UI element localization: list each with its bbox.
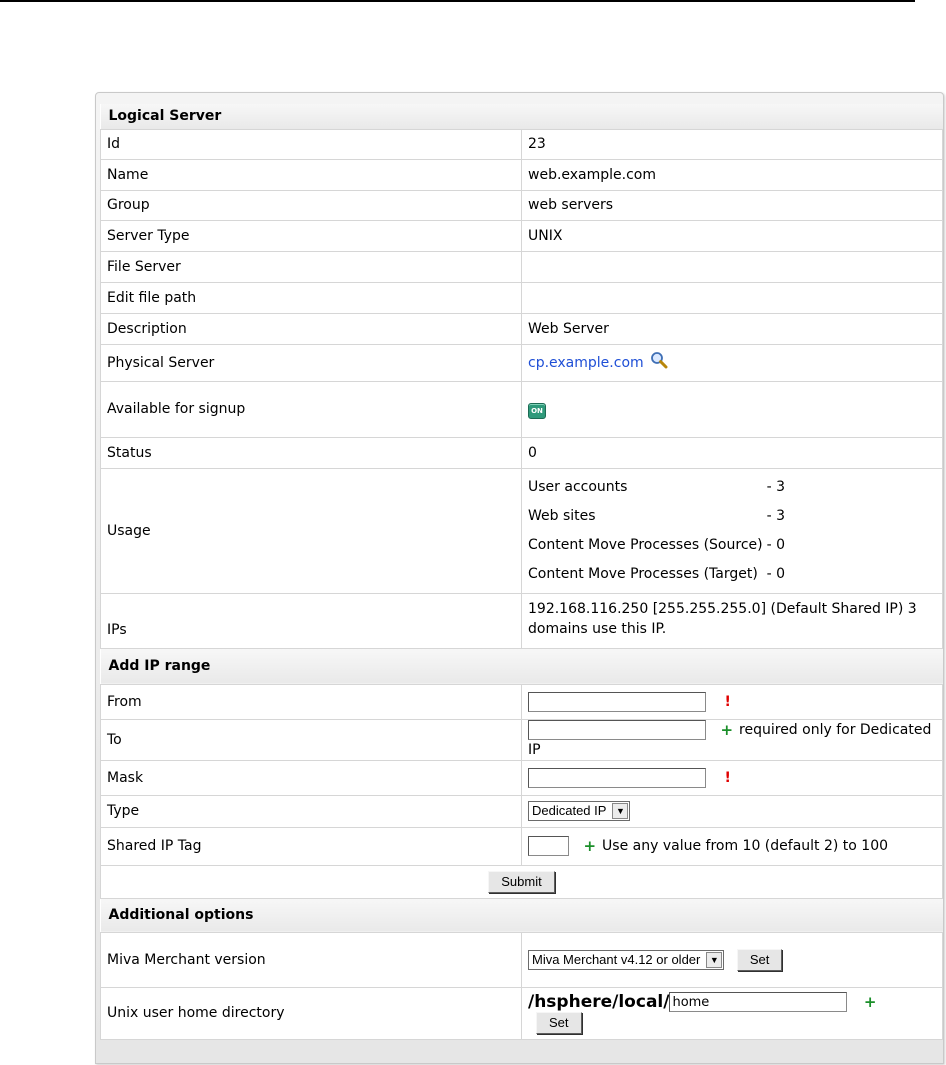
miva-version-select-value: Miva Merchant v4.12 or older xyxy=(532,951,701,967)
to-cell xyxy=(522,719,943,760)
section-add-ip-range: Add IP range xyxy=(101,648,943,684)
miva-set-button[interactable]: Set xyxy=(737,949,783,971)
plus-icon: + xyxy=(863,993,877,1011)
on-toggle-icon[interactable]: ON xyxy=(528,403,546,419)
server-type-value: UNIX xyxy=(522,220,943,251)
shared-ip-tag-cell xyxy=(522,827,943,865)
description-value: Web Server xyxy=(522,313,943,344)
ips-value: 192.168.116.250 [255.255.255.0] (Default Shared IP) 3 domains use this IP. xyxy=(522,593,943,648)
required-mark: ! xyxy=(724,693,731,710)
file-server-value xyxy=(522,251,943,282)
usage-item-count: - 3 xyxy=(766,479,786,495)
available-signup-cell xyxy=(522,381,943,437)
usage-item-count: - 0 xyxy=(766,566,786,582)
type-select[interactable] xyxy=(528,801,630,821)
physical-server-label: Physical Server xyxy=(101,344,522,381)
type-label: Type xyxy=(101,795,522,827)
group-value: web servers xyxy=(522,190,943,220)
id-label: Id xyxy=(101,129,522,159)
available-signup-label: Available for signup xyxy=(101,381,522,437)
from-input[interactable] xyxy=(528,692,706,712)
status-value: 0 xyxy=(522,437,943,468)
section-logical-server: Logical Server xyxy=(101,104,943,129)
chevron-down-icon[interactable]: ▼ xyxy=(706,952,722,968)
usage-item-name: User accounts xyxy=(528,479,628,495)
submit-button[interactable]: Submit xyxy=(488,871,554,893)
physical-server-link[interactable]: cp.example.com xyxy=(528,354,644,371)
home-dir-set-button[interactable]: Set xyxy=(536,1012,582,1034)
home-dir-prefix: /hsphere/local/ xyxy=(528,992,670,1012)
from-cell xyxy=(522,684,943,719)
edit-file-path-label: Edit file path xyxy=(101,282,522,313)
chevron-down-icon[interactable]: ▼ xyxy=(612,803,628,819)
top-rule xyxy=(0,0,915,2)
usage-item-count: - 3 xyxy=(766,508,786,524)
status-label: Status xyxy=(101,437,522,468)
file-server-label: File Server xyxy=(101,251,522,282)
name-label: Name xyxy=(101,159,522,190)
shared-ip-tag-input[interactable] xyxy=(528,836,569,856)
to-hint: required only for Dedicated IP xyxy=(528,721,932,758)
usage-item-name: Content Move Processes (Source) xyxy=(528,537,763,553)
magnifier-icon[interactable] xyxy=(650,351,668,375)
to-label: To xyxy=(101,719,522,760)
from-label: From xyxy=(101,684,522,719)
physical-server-cell xyxy=(522,344,943,381)
plus-icon: + xyxy=(583,837,597,855)
logical-server-table xyxy=(100,104,943,1040)
ips-label: IPs xyxy=(101,593,522,648)
edit-file-path-value xyxy=(522,282,943,313)
home-dir-cell xyxy=(522,987,943,1039)
plus-icon: + xyxy=(720,720,734,739)
mask-cell xyxy=(522,760,943,795)
shared-ip-tag-hint: Use any value from 10 (default 2) to 100 xyxy=(602,838,889,854)
shared-ip-tag-label: Shared IP Tag xyxy=(101,827,522,865)
miva-version-cell xyxy=(522,932,943,987)
usage-label: Usage xyxy=(101,468,522,593)
group-label: Group xyxy=(101,190,522,220)
to-input[interactable] xyxy=(528,720,706,740)
type-select-value: Dedicated IP xyxy=(532,803,607,818)
usage-item-count: - 0 xyxy=(766,537,786,553)
type-cell xyxy=(522,795,943,827)
required-mark: ! xyxy=(724,769,731,786)
usage-item-name: Web sites xyxy=(528,508,596,524)
mask-input[interactable] xyxy=(528,768,706,788)
home-dir-label: Unix user home directory xyxy=(101,987,522,1039)
server-type-label: Server Type xyxy=(101,220,522,251)
miva-version-label: Miva Merchant version xyxy=(101,932,522,987)
mask-label: Mask xyxy=(101,760,522,795)
usage-cell xyxy=(522,468,943,593)
name-value: web.example.com xyxy=(522,159,943,190)
usage-list xyxy=(528,473,785,589)
submit-cell xyxy=(101,865,943,898)
miva-version-select[interactable] xyxy=(528,950,724,970)
description-label: Description xyxy=(101,313,522,344)
usage-item-name: Content Move Processes (Target) xyxy=(528,566,758,582)
home-dir-input[interactable] xyxy=(669,992,847,1012)
section-additional-options: Additional options xyxy=(101,898,943,932)
id-value: 23 xyxy=(522,129,943,159)
